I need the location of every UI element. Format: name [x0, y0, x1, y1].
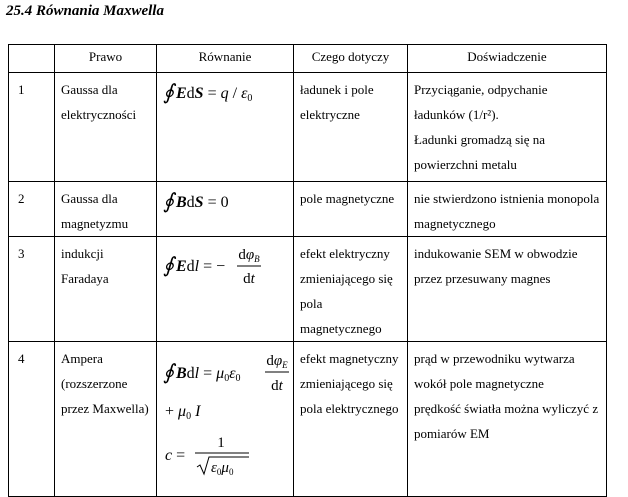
- experiment-line: indukowanie SEM w obwodzie przez przesuwany magnes: [414, 246, 578, 286]
- table-row: [9, 182, 607, 237]
- svg-text:dφE: $d\varphi_E$: [266, 353, 288, 370]
- concerns-text: efekt magnetyczny zmieniającego się pola elektrycznego: [294, 342, 408, 497]
- table-row: [9, 237, 607, 342]
- svg-text:Edl = −: Edl = −: [176, 258, 226, 275]
- experiment-cell: [408, 182, 607, 237]
- faraday-equation: [163, 245, 288, 291]
- law-name: Gaussa dla magnetyzmu: [55, 182, 157, 237]
- header-law: Prawo: [55, 45, 157, 73]
- concerns-text: efekt elektryczny zmieniającego się pola magnetycznego: [294, 237, 408, 342]
- svg-text:∮: ∮: [163, 253, 174, 277]
- svg-text:EdS = q / ε0: EdS = q / ε0: [176, 85, 253, 104]
- experiment-line: prąd w przewodniku wytwarza wokół pole magnetyczne: [414, 351, 575, 391]
- section-number: 25.4: [6, 3, 33, 19]
- header-concerns: Czego dotyczy: [294, 45, 408, 73]
- concerns-text: pole magnetyczne: [294, 182, 408, 237]
- equation-cell: [157, 342, 294, 497]
- ampere-maxwell-equation: [163, 350, 288, 480]
- row-number: 2: [9, 182, 55, 237]
- header-experiment: Doświadczenie: [408, 45, 607, 73]
- svg-text:BdS = 0: BdS = 0: [176, 194, 229, 211]
- equation-cell: [157, 73, 294, 182]
- svg-text:dt: dt: [243, 271, 255, 287]
- header-row: [9, 45, 607, 73]
- svg-text:c =: c =: [165, 447, 186, 464]
- law-name: Ampera (rozszerzone przez Maxwella): [55, 342, 157, 497]
- law-name: Gaussa dla elektryczności: [55, 73, 157, 182]
- header-equation: Równanie: [157, 45, 294, 73]
- experiment-line: prędkość światła można wyliczyć z pomiarów EM: [414, 401, 599, 441]
- experiment-line: nie stwierdzono istnienia monopola magnetycznego: [414, 191, 600, 231]
- row-number: 3: [9, 237, 55, 342]
- section-title: [6, 3, 164, 20]
- concerns-text: ładunek i pole elektryczne: [294, 73, 408, 182]
- svg-text:∮: ∮: [163, 80, 174, 104]
- maxwell-equations-table: [8, 44, 607, 497]
- gauss-electric-equation: [163, 81, 288, 107]
- svg-text:∮: ∮: [163, 189, 174, 213]
- table-row: [9, 342, 607, 497]
- svg-text:+ μ0 I: + μ0 I: [165, 403, 201, 422]
- svg-text:dφB: $d\varphi_B$: [238, 247, 260, 264]
- section-name: Równania Maxwella: [36, 3, 164, 19]
- row-number: 4: [9, 342, 55, 497]
- experiment-cell: [408, 73, 607, 182]
- svg-text:1: 1: [217, 435, 225, 451]
- experiment-cell: [408, 237, 607, 342]
- table-row: [9, 73, 607, 182]
- svg-text:∮: ∮: [163, 360, 174, 384]
- equation-cell: [157, 237, 294, 342]
- law-name: indukcji Faradaya: [55, 237, 157, 342]
- svg-text:Bdl = μ0ε0: Bdl = μ0ε0: [176, 365, 241, 384]
- svg-text:dt: dt: [271, 378, 283, 394]
- experiment-cell: [408, 342, 607, 497]
- equation-cell: [157, 182, 294, 237]
- gauss-magnetic-equation: [163, 190, 263, 216]
- experiment-line: Ładunki gromadzą się na powierzchni metalu: [414, 132, 546, 172]
- row-number: 1: [9, 73, 55, 182]
- experiment-line: Przyciąganie, odpychanie ładunków (1/r²).: [414, 82, 548, 122]
- svg-text:ε0μ0: $\varepsilon_0\mu_0$: [211, 460, 234, 477]
- header-number: [9, 45, 55, 73]
